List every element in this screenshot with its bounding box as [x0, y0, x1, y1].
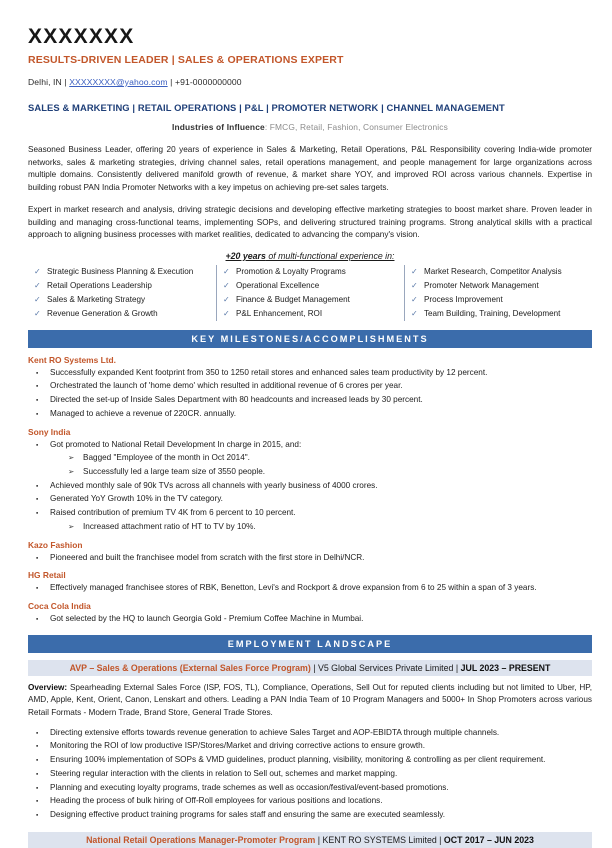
list-item-text: Monitoring the ROI of low productive ISP/Stores/Market and driving corrective actions to ensure growth. [50, 741, 425, 751]
list-item-text: Generated YoY Growth 10% in the TV category. [50, 494, 223, 504]
check-icon: ✓ [223, 294, 230, 304]
list-item [28, 768, 592, 781]
list-item [28, 613, 592, 626]
square-bullet-icon: ▪ [36, 757, 39, 765]
skill-label: Promotion & Loyalty Programs [236, 266, 346, 276]
square-bullet-icon: ▪ [36, 441, 39, 449]
milestone-list [28, 439, 592, 534]
skills-column-1 [28, 265, 216, 321]
list-item [28, 439, 592, 452]
job-company: | V5 Global Services Private Limited | [310, 662, 461, 673]
skills-heading-bold: +20 years [225, 250, 266, 261]
check-icon: ✓ [34, 308, 41, 318]
industries-value: : FMCG, Retail, Fashion, Consumer Electronics [264, 122, 448, 133]
list-item [28, 408, 592, 421]
check-icon: ✓ [223, 266, 230, 276]
job-header-bar [28, 832, 592, 848]
arrow-bullet-icon: ➢ [68, 453, 75, 463]
list-item [28, 380, 592, 393]
list-item [28, 782, 592, 795]
skill-item [223, 307, 398, 321]
list-item-text: Got selected by the HQ to launch Georgia Gold - Premium Coffee Machine in Mumbai. [50, 613, 364, 623]
contact-location: Delhi, IN [28, 77, 62, 88]
list-item [28, 740, 592, 753]
skill-item [223, 279, 398, 293]
skill-item [34, 293, 210, 307]
list-item [28, 507, 592, 520]
skill-item [34, 265, 210, 279]
arrow-bullet-icon: ➢ [68, 467, 75, 476]
square-bullet-icon: ▪ [36, 615, 39, 623]
list-item-text: Directed the set-up of Inside Sales Department with 80 headcounts and increased leads by 30 percent. [50, 395, 423, 405]
milestone-list [28, 367, 592, 421]
skill-label: Operational Excellence [236, 280, 320, 290]
list-item-sub [28, 466, 592, 479]
skill-item [223, 293, 398, 307]
arrow-bullet-icon: ➢ [68, 521, 75, 531]
square-bullet-icon: ▪ [36, 397, 39, 405]
check-icon: ✓ [411, 280, 418, 290]
list-item-text: Raised contribution of premium TV 4K from 6 percent to 10 percent. [50, 508, 296, 518]
milestone-company: HG Retail [28, 570, 66, 581]
core-competencies-block [28, 251, 592, 321]
square-bullet-icon: ▪ [36, 770, 39, 778]
job-responsibility-list [28, 727, 592, 822]
contact-separator-1: | [64, 77, 67, 88]
job-overview [28, 682, 592, 720]
milestone-company: Kazo Fashion [28, 539, 83, 550]
keyword-headline: SALES & MARKETING | RETAIL OPERATIONS | P&L | PROMOTER NETWORK | CHANNEL MANAGEMENT [28, 102, 505, 114]
list-item-text: Planning and executing loyalty programs, trade schemes as well as occasion/festival/event-based promotions. [50, 782, 449, 792]
check-icon: ✓ [411, 308, 418, 318]
skills-column-3 [404, 265, 592, 321]
square-bullet-icon: ▪ [36, 811, 39, 819]
skill-label: Market Research, Competitor Analysis [424, 266, 562, 276]
list-item-sub [28, 521, 592, 534]
milestone-company: Sony India [28, 426, 71, 437]
professional-tagline: RESULTS-DRIVEN LEADER | SALES & OPERATIONS EXPERT [28, 54, 344, 67]
square-bullet-icon: ▪ [36, 585, 39, 593]
check-icon: ✓ [223, 280, 230, 290]
job-title: AVP – Sales & Operations (External Sales Force Program) [69, 662, 311, 673]
milestone-company: Kent RO Systems Ltd. [28, 354, 116, 365]
skill-item [34, 279, 210, 293]
industries-of-influence [28, 122, 592, 132]
skill-item [411, 265, 586, 279]
milestones-body [28, 355, 592, 626]
milestone-list [28, 582, 592, 595]
skill-label: Promoter Network Management [424, 280, 539, 290]
skill-label: Sales & Marketing Strategy [47, 294, 146, 304]
skills-heading-rest: of multi-functional experience in: [265, 250, 395, 261]
industries-label: Industries of Influence [172, 122, 265, 133]
list-item-text: Ensuring 100% implementation of SOPs & VMD guidelines, product planning, visibility, monitoring & controlling as per client requirement. [50, 755, 546, 765]
section-header-employment: EMPLOYMENT LANDSCAPE [28, 635, 592, 653]
skill-item [411, 307, 586, 321]
square-bullet-icon: ▪ [36, 510, 39, 518]
check-icon: ✓ [411, 266, 418, 276]
skill-label: P&L Enhancement, ROI [236, 308, 323, 318]
skill-label: Revenue Generation & Growth [47, 308, 158, 318]
check-icon: ✓ [34, 294, 41, 304]
skill-item [34, 307, 210, 321]
list-item [28, 493, 592, 506]
list-item-text: Designing effective product training programs for sales staff and ensuring the same are executed seamlessly. [50, 809, 446, 819]
list-item-text: Got promoted to National Retail Development In charge in 2015, and: [50, 439, 302, 449]
square-bullet-icon: ▪ [36, 743, 39, 751]
skill-label: Finance & Budget Management [236, 294, 350, 304]
list-item [28, 809, 592, 822]
square-bullet-icon: ▪ [36, 496, 39, 504]
list-item-text: Heading the process of bulk hiring of Off-Roll employees for various positions and locations. [50, 796, 383, 806]
job-header-bar [28, 660, 592, 676]
skills-column-2 [216, 265, 404, 321]
list-item-text: Steering regular interaction with the clients in relation to Sell out, schemes and market mapping. [50, 768, 398, 778]
list-item-text: Pioneered and built the franchisee model from scratch with the first store in Delhi/NCR. [50, 552, 365, 562]
square-bullet-icon: ▪ [36, 369, 39, 377]
list-item-text: Managed to achieve a revenue of 220CR. annually. [50, 408, 237, 418]
list-item [28, 367, 592, 380]
skill-label: Retail Operations Leadership [47, 280, 152, 290]
header-block [28, 26, 592, 87]
skills-grid [28, 265, 592, 321]
skill-label: Strategic Business Planning & Execution [47, 266, 194, 276]
job-dates: JUL 2023 – PRESENT [460, 662, 551, 673]
square-bullet-icon: ▪ [36, 410, 39, 418]
list-item [28, 727, 592, 740]
skill-item [411, 293, 586, 307]
contact-separator-2: | [170, 77, 173, 88]
list-item-text: Directing extensive efforts towards revenue generation to achieve Sales Target and AOP-EBIDTA through multiple channels. [50, 727, 500, 737]
square-bullet-icon: ▪ [36, 554, 39, 562]
list-item [28, 754, 592, 767]
email-link[interactable]: XXXXXXXX@yahoo.com [69, 77, 168, 88]
job-company: | KENT RO SYSTEMS Limited | [315, 834, 444, 845]
milestone-list [28, 613, 592, 626]
candidate-name: XXXXXXX [28, 25, 135, 48]
list-item-text: Successfully led a large team size of 3550 people. [83, 467, 266, 476]
overview-text: Spearheading External Sales Force (ISP, FOS, TL), Compliance, Operations, Sell Out for reputed clients including but not limited to Uber, HP, AMD, Apple, Kent, Orient, Canon, Lenskart and others. Leading a PAN India Team of 10 Program Managers and 5000+ In Shop Promoters across various Retail Formats - Modern Trade, Brand Store, General Trade Stores. [28, 682, 592, 718]
square-bullet-icon: ▪ [36, 784, 39, 792]
job-dates: OCT 2017 – JUN 2023 [443, 834, 534, 845]
list-item [28, 552, 592, 565]
contact-phone: +91-0000000000 [174, 77, 242, 88]
list-item [28, 795, 592, 808]
list-item-text: Effectively managed franchisee stores of RBK, Benetton, Levi's and Rockport & drove expansion from 6 to 25 within a span of 3 years. [50, 583, 537, 593]
square-bullet-icon: ▪ [36, 482, 39, 490]
square-bullet-icon: ▪ [36, 798, 39, 806]
check-icon: ✓ [223, 308, 230, 318]
list-item-text: Increased attachment ratio of HT to TV by 10%. [83, 521, 256, 531]
list-item-text: Achieved monthly sale of 90k TVs across all channels with yearly business of 4000 crores. [50, 480, 378, 490]
list-item-sub [28, 452, 592, 465]
skill-item [223, 265, 398, 279]
check-icon: ✓ [34, 280, 41, 290]
square-bullet-icon: ▪ [36, 383, 39, 391]
square-bullet-icon: ▪ [36, 729, 39, 737]
list-item-text: Orchestrated the launch of 'home demo' which resulted in additional revenue of 6 crores per year. [50, 381, 403, 391]
overview-label: Overview: [28, 682, 68, 692]
section-header-milestones: KEY MILESTONES/ACCOMPLISHMENTS [28, 330, 592, 348]
list-item-text: Bagged "Employee of the month in Oct 2014". [83, 453, 250, 463]
skill-item [411, 279, 586, 293]
list-item-text: Successfully expanded Kent footprint from 350 to 1250 retail stores and enhanced sales team productivity by 12 percent. [50, 367, 488, 377]
milestone-company: Coca Cola India [28, 600, 91, 611]
skill-label: Process Improvement [424, 294, 503, 304]
contact-line [28, 77, 592, 87]
summary-paragraph-1: Seasoned Business Leader, offering 20 years of experience in Sales & Marketing, Retail Operations, P&L Responsibility covering India-wide promoter networks, sales & marketing strategies, driving channel sales, retail operations management, and people management for large organizations across multiple domains. Consistently delivered manifold growth of revenue, & market share YOY, and improved ROI across various channels. Expertise in building robust PAN India Promoter Networks with a key impetus on achieving pre-set sales targets. [28, 145, 592, 193]
check-icon: ✓ [34, 266, 41, 276]
summary-paragraph-2: Expert in market research and analysis, driving strategic decisions and developing effective marketing strategies to boost market share. Proven leader in building and managing cross-functional teams, implementing SOPs, and delivering structured training programs. Strong analytical skills with a practical approach to aligning business processes with market realities, dedicated to advancing the company's vision. [28, 204, 592, 240]
list-item [28, 582, 592, 595]
list-item [28, 394, 592, 407]
skill-label: Team Building, Training, Development [424, 308, 561, 318]
list-item [28, 480, 592, 493]
check-icon: ✓ [411, 294, 418, 304]
job-title: National Retail Operations Manager-Promoter Program [86, 834, 316, 845]
skills-heading [28, 251, 592, 261]
milestone-list [28, 552, 592, 565]
